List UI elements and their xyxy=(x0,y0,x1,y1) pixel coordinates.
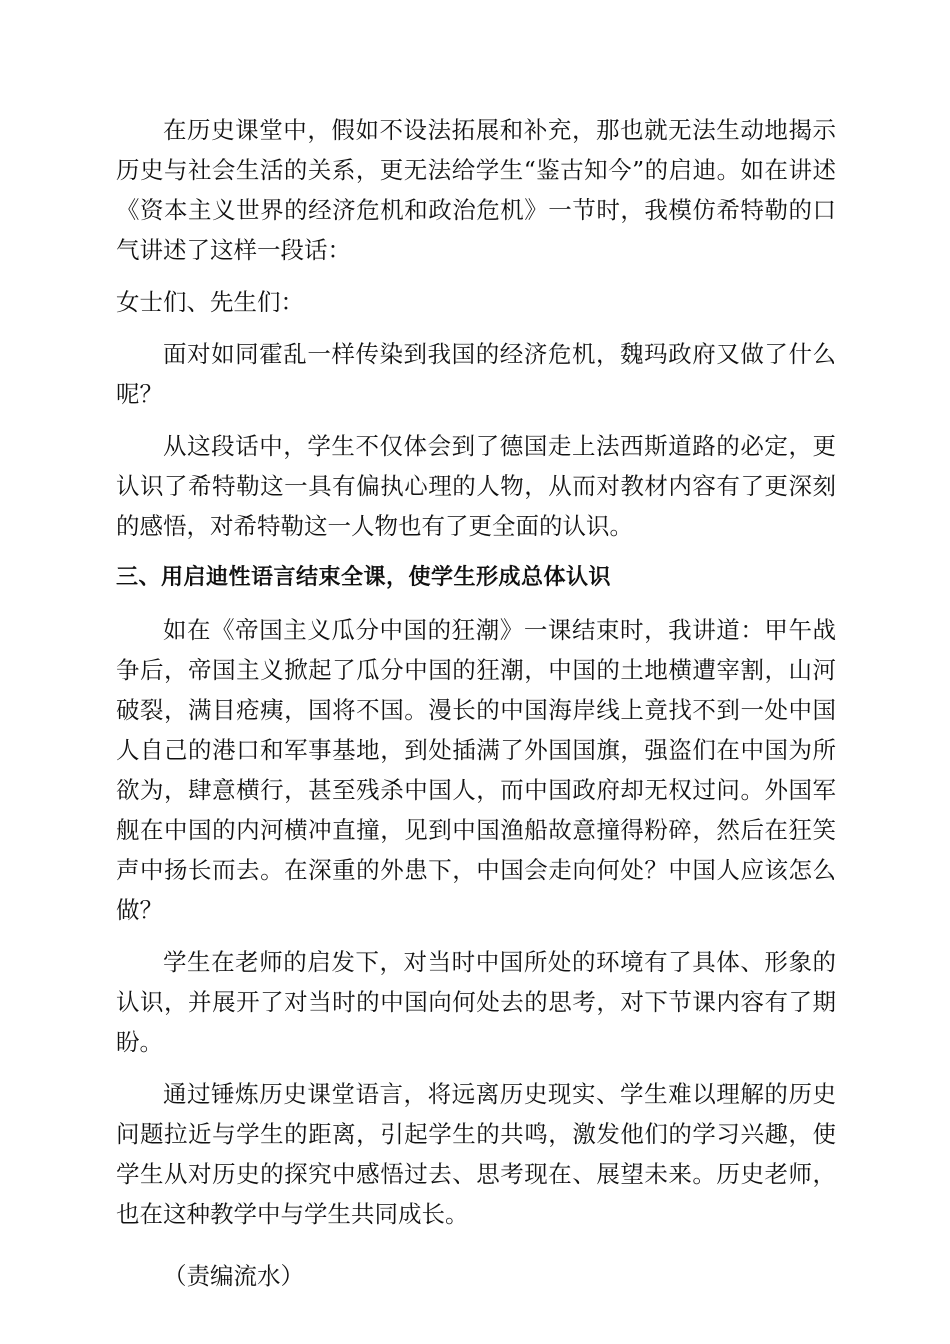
editor-note: （责编流水） xyxy=(163,1262,304,1290)
paragraph-student-response: 学生在老师的启发下，对当时中国所处的环境有了具体、形象的认识，并展开了对当时的中国向何处去的思考，对下节课内容有了期盼。 xyxy=(116,948,836,1056)
paragraph-example: 如在《帝国主义瓜分中国的狂潮》一课结束时，我讲道：甲午战争后，帝国主义掀起了瓜分中国的狂潮，中国的土地横遭宰割，山河破裂，满目疮痍，国将不国。漫长的中国海岸线上竟找不到一处中国人自己的港口和军事基地，到处插满了外国国旗，强盗们在中国为所欲为，肆意横行，甚至残杀中国人，而中国政府却无权过问。外国军舰在中国的内河横冲直撞，见到中国渔船故意撞得粉碎，然后在狂笑声中扬长而去。在深重的外患下，中国会走向何处？中国人应该怎么做？ xyxy=(116,616,836,924)
paragraph-intro: 在历史课堂中，假如不设法拓展和补充，那也就无法生动地揭示历史与社会生活的关系，更无法给学生“鉴古知今”的启迪。如在讲述《资本主义世界的经济危机和政治危机》一节时，我模仿希特勒的口气讲述了这样一段话： xyxy=(116,116,836,264)
paragraph-salutation: 女士们、先生们： xyxy=(116,288,304,316)
document-body xyxy=(116,110,836,1296)
paragraph-conclusion: 通过锤炼历史课堂语言，将远离历史现实、学生难以理解的历史问题拉近与学生的距离，引起学生的共鸣，激发他们的学习兴趣，使学生从对历史的探究中感悟过去、思考现在、展望未来。历史老师，也在这种教学中与学生共同成长。 xyxy=(116,1080,836,1228)
paragraph-quote: 面对如同霍乱一样传染到我国的经济危机，魏玛政府又做了什么呢？ xyxy=(116,340,836,408)
paragraph-reflection: 从这段话中，学生不仅体会到了德国走上法西斯道路的必定，更认识了希特勒这一具有偏执心理的人物，从而对教材内容有了更深刻的感悟，对希特勒这一人物也有了更全面的认识。 xyxy=(116,432,836,540)
section-heading-3: 三、用启迪性语言结束全课，使学生形成总体认识 xyxy=(116,565,612,590)
